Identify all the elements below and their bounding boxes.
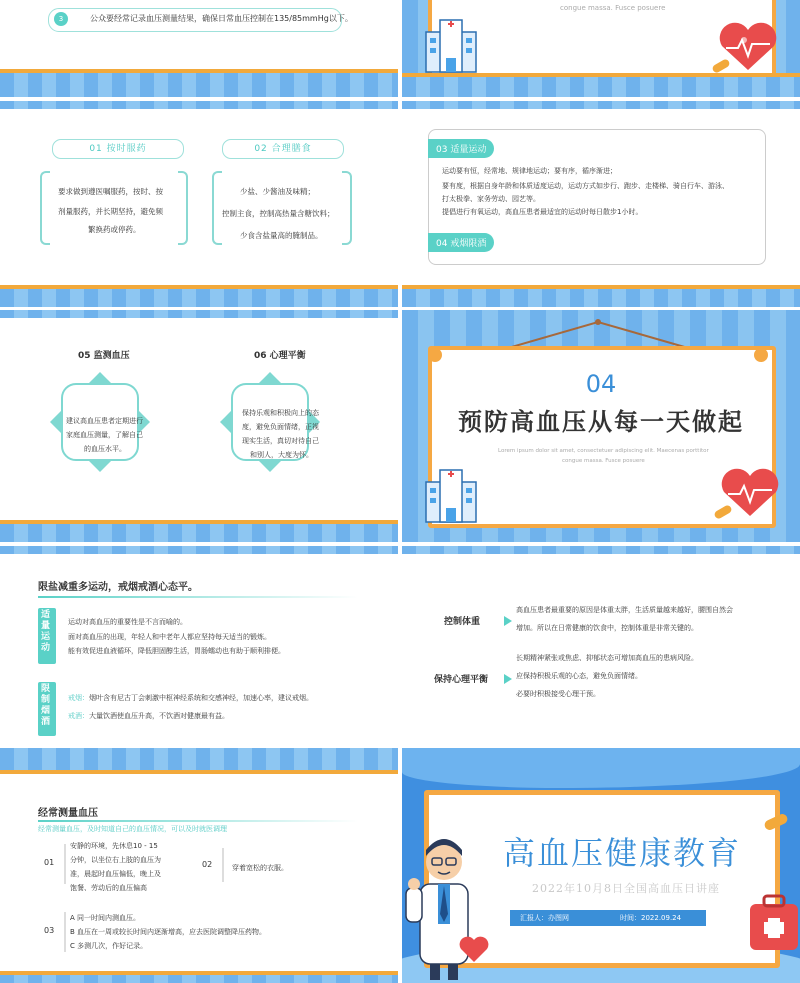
side-tab-smoking-label: 限制烟酒: [41, 684, 51, 727]
card-2-line-1: 少盐、少酱油及味精；: [240, 187, 315, 196]
drinking-line: [68, 710, 229, 722]
card-1-bracket-left: [40, 171, 50, 245]
slide-9[interactable]: [0, 748, 398, 983]
item-3-line-1: A 同一时间内测血压。: [70, 914, 141, 922]
card-1-line-3: 繁换药或停药。: [88, 225, 141, 234]
monitor-line-2: 家庭血压测量，了解自己: [66, 431, 143, 439]
slide-6[interactable]: [402, 310, 800, 542]
slide-1[interactable]: [0, 0, 398, 97]
monitor-line-1: 建议高血压患者定期进行: [66, 417, 143, 425]
slide-title: 经常测量血压: [38, 808, 98, 819]
lorem-line-1: Lorem ipsum dolor sit amet, consectetuer adipiscing elit. Maecenas porttitor: [498, 448, 709, 454]
lorem-line-2: congue massa. Fusce posuere: [562, 458, 645, 464]
slide-10[interactable]: [402, 748, 800, 983]
mental-arrow: [504, 674, 512, 684]
mental-label: 保持心理平衡: [434, 675, 489, 685]
item-3-number: 03: [44, 926, 55, 935]
step-number: 3: [54, 12, 68, 26]
exercise-line-1: 运动要有恒，经常地、规律地运动；要有序，循序渐进；: [442, 167, 617, 175]
note-text: 公众要经常记录血压测量结果，确保日常血压控制在135/85mmHg以下。: [90, 14, 353, 23]
slide-5[interactable]: [0, 310, 398, 542]
drinking-value: 大量饮酒使血压升高，不饮酒对健康最有益。: [89, 712, 229, 720]
slide-8[interactable]: [402, 546, 800, 744]
weight-arrow: [504, 616, 512, 626]
wave-top: [402, 748, 800, 788]
top-stripe: [0, 101, 398, 109]
medical-kit-icon: [746, 890, 800, 954]
item-2-number: 02: [202, 860, 213, 869]
smoking-line: [68, 692, 313, 704]
item-1-line-3: 准，晨起时血压偏低，晚上及: [70, 870, 161, 878]
tag-exercise: 03 适量运动: [428, 139, 494, 158]
bottom-stripe: [0, 69, 398, 97]
mental-line-1: 保持乐观和积极向上的态: [242, 409, 319, 417]
monitor-line-3: 的血压水平。: [84, 445, 126, 453]
lorem-text: congue massa. Fusce posuere: [560, 4, 666, 12]
date: 时间：2022.09.24: [620, 914, 682, 922]
hospital-icon: [416, 12, 486, 74]
exercise-line-1: 运动对高血压的重要性是不言而喻的。: [68, 618, 187, 626]
monitor-title: 05 监测血压: [78, 351, 130, 361]
title-underline: [38, 596, 358, 598]
subtitle: 经常测量血压，及时知道自己的血压情况，可以及时就医调理: [38, 825, 227, 833]
item-1-line-4: 饱餐、劳动后的血压偏高: [70, 884, 147, 892]
exercise-line-4: 提倡进行有氧运动，高血压患者最适宜的运动时每日散步1小时。: [442, 208, 643, 216]
item-2-line: 穿着宽松的衣服。: [232, 864, 288, 872]
drinking-key: 戒酒：: [68, 712, 89, 720]
pill-icon: [762, 812, 790, 832]
card-1-title: 01 按时服药: [52, 139, 184, 159]
weight-label: 控制体重: [444, 617, 481, 627]
item-3-line-3: C 多测几次，作好记录。: [70, 942, 148, 950]
heart-icon: [458, 934, 490, 964]
section-title: 预防高血压从每一天做起: [458, 408, 744, 436]
top-stripe-orange: [0, 770, 398, 774]
slide-2[interactable]: [402, 0, 800, 97]
exercise-line-3: 能有效促进血液循环，降低胆固醇生活，胃肠蠕动也有助于顺利排便。: [68, 647, 285, 655]
side-tab-exercise-label: 适量运动: [41, 610, 51, 653]
top-stripe: [0, 310, 398, 318]
main-subtitle: 2022年10月8日全国高血压日讲座: [532, 882, 720, 895]
mental-line-2: 应保持积极乐观的心态，避免负面情绪。: [516, 672, 642, 680]
smoking-value: 烟叶含有尼古丁会刺激中枢神经系统和交感神经，加速心率，建议戒烟。: [89, 694, 313, 702]
tag-smoking: 04 戒烟限酒: [428, 233, 494, 252]
weight-line-2: 增加。所以在日常健康的饮食中，控制体重是非常关键的。: [516, 624, 698, 632]
item-1-line-1: 安静的环境，先休息10 - 15: [70, 842, 158, 850]
bottom-stripe: [402, 73, 800, 97]
top-stripe: [402, 101, 800, 109]
slide-3[interactable]: [0, 101, 398, 307]
mental-line-1: 长期精神紧张或焦虑、抑郁状态可增加高血压的患病风险。: [516, 654, 698, 662]
exercise-line-2: 面对高血压的出现，年轻人和中老年人都应坚持每天适当的锻炼。: [68, 633, 271, 641]
exercise-line-3: 打太极拳、家务劳动、园艺等。: [442, 195, 540, 203]
bottom-stripe: [0, 520, 398, 542]
mental-line-2: 度，避免负面情绪，正视: [242, 423, 319, 431]
board-pin-right: [754, 348, 768, 362]
card-2-bracket-right: [342, 171, 352, 245]
section-number: 04: [585, 370, 617, 398]
bottom-stripe: [402, 285, 800, 307]
item-1-number: 01: [44, 858, 55, 867]
bottom-stripe: [0, 971, 398, 983]
mental-line-4: 和别人，大度为怀。: [250, 451, 313, 459]
item-1-line-2: 分钟，以坐位右上肢的血压为: [70, 856, 161, 864]
reporter: 汇报人：办图网: [520, 914, 569, 922]
mental-title: 06 心理平衡: [254, 351, 306, 361]
mental-line-3: 现实生活，真切对待自己: [242, 437, 319, 445]
exercise-line-2: 要有度，根据自身年龄和体质适度运动，运动方式如步行、跑步、走楼梯、骑自行车、游泳、: [442, 182, 729, 190]
slide-4[interactable]: [402, 101, 800, 307]
item-3-line-2: B 血压在一周或较长时间内逐渐增高，应去医院调整降压药物。: [70, 928, 267, 936]
card-2-title: 02 合理膳食: [222, 139, 344, 159]
bottom-stripe: [0, 285, 398, 307]
main-title: 高血压健康教育: [502, 834, 741, 872]
smoking-key: 戒烟：: [68, 694, 89, 702]
card-1-line-1: 要求做到遵医嘱服药，按时、按: [58, 187, 163, 196]
card-2-line-2: 控制主食，控制高热量含糖饮料；: [222, 209, 335, 218]
card-2-line-3: 少食含盐量高的腌制品。: [240, 231, 323, 240]
top-stripe: [0, 748, 398, 770]
card-1-line-2: 剂量服药，并长期坚持，避免频: [58, 207, 163, 216]
mental-line-3: 必要时积极接受心理干预。: [516, 690, 600, 698]
card-1-bracket-right: [178, 171, 188, 245]
weight-line-1: 高血压患者最重要的原因是体重太胖，生活质量越来越好，腰围自然会: [516, 606, 733, 614]
top-stripe: [402, 546, 800, 554]
top-stripe: [0, 546, 398, 554]
hospital-icon: [416, 462, 486, 524]
card-2-bracket-left: [212, 171, 222, 245]
slide-title: 限盐减重多运动，戒烟戒酒心态平。: [38, 582, 198, 593]
board-pin-left: [428, 348, 442, 362]
heart-stethoscope-icon: [710, 460, 790, 530]
slide-7[interactable]: [0, 546, 398, 744]
